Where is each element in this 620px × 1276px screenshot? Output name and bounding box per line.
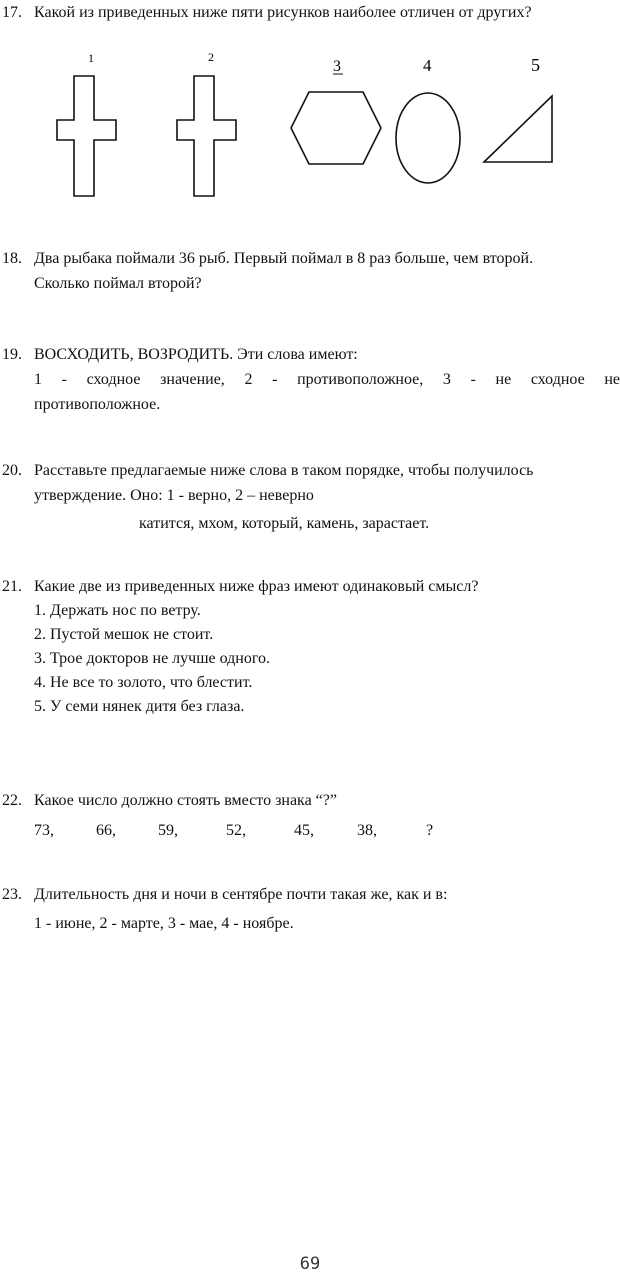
- cross-figure-1: [57, 76, 116, 196]
- sequence-value: 45,: [294, 822, 314, 839]
- q19-number: 19.: [2, 346, 22, 363]
- sequence-value: 59,: [158, 822, 178, 839]
- q17-figures: [0, 40, 620, 210]
- q21-number: 21.: [2, 578, 22, 595]
- q23-options: 1 - июне, 2 - марте, 3 - мае, 4 - ноябре.: [34, 915, 294, 932]
- q19-line2: 1 - сходное значение, 2 - противоположное, 3 - не сходное не: [34, 371, 620, 388]
- q17-number: 17.: [2, 4, 22, 21]
- sequence-value: 38,: [357, 822, 377, 839]
- q21-item: 4. Не все то золото, что блестит.: [34, 674, 253, 691]
- q17-text: Какой из приведенных ниже пяти рисунков наиболее отличен от других?: [34, 4, 532, 21]
- hexagon-figure-3: [291, 92, 381, 164]
- q22-number: 22.: [2, 792, 22, 809]
- q18-number: 18.: [2, 250, 22, 267]
- q18-line2: Сколько поймал второй?: [34, 275, 202, 292]
- q21-text: Какие две из приведенных ниже фраз имеют одинаковый смысл?: [34, 578, 479, 595]
- triangle-figure-5: [484, 96, 552, 162]
- figure-label-4: 4: [423, 56, 432, 75]
- q22-text: Какое число должно стоять вместо знака “?”: [34, 792, 337, 809]
- q21-item: 5. У семи нянек дитя без глаза.: [34, 698, 245, 715]
- figure-label-3: 3: [333, 58, 341, 75]
- q20-line2: утверждение. Оно: 1 - верно, 2 – неверно: [34, 487, 314, 504]
- q19-line3: противоположное.: [34, 396, 161, 413]
- q21-item: 1. Держать нос по ветру.: [34, 602, 201, 619]
- sequence-value: 66,: [96, 822, 116, 839]
- q23-text: Длительность дня и ночи в сентябре почти такая же, как и в:: [34, 886, 448, 903]
- page-number: 69: [299, 1254, 321, 1274]
- figure-label-1: 1: [88, 51, 94, 65]
- cross-figure-2: [177, 76, 236, 196]
- ellipse-figure-4: [396, 93, 460, 183]
- q18-line1: Два рыбака поймали 36 рыб. Первый поймал в 8 раз больше, чем второй.: [34, 250, 534, 267]
- q20-words: катится, мхом, который, камень, зарастает.: [139, 515, 430, 532]
- q21-item: 3. Трое докторов не лучше одного.: [34, 650, 271, 667]
- q21-item: 2. Пустой мешок не стоит.: [34, 626, 214, 643]
- figure-label-2: 2: [208, 50, 214, 64]
- sequence-unknown: ?: [426, 822, 434, 839]
- sequence-value: 52,: [226, 822, 246, 839]
- q20-number: 20.: [2, 462, 22, 479]
- figure-label-5: 5: [531, 55, 540, 75]
- q20-line1: Расставьте предлагаемые ниже слова в таком порядке, чтобы получилось: [34, 462, 534, 479]
- q23-number: 23.: [2, 886, 22, 903]
- sequence-value: 73,: [34, 822, 54, 839]
- q19-line1: ВОСХОДИТЬ, ВОЗРОДИТЬ. Эти слова имеют:: [34, 346, 358, 363]
